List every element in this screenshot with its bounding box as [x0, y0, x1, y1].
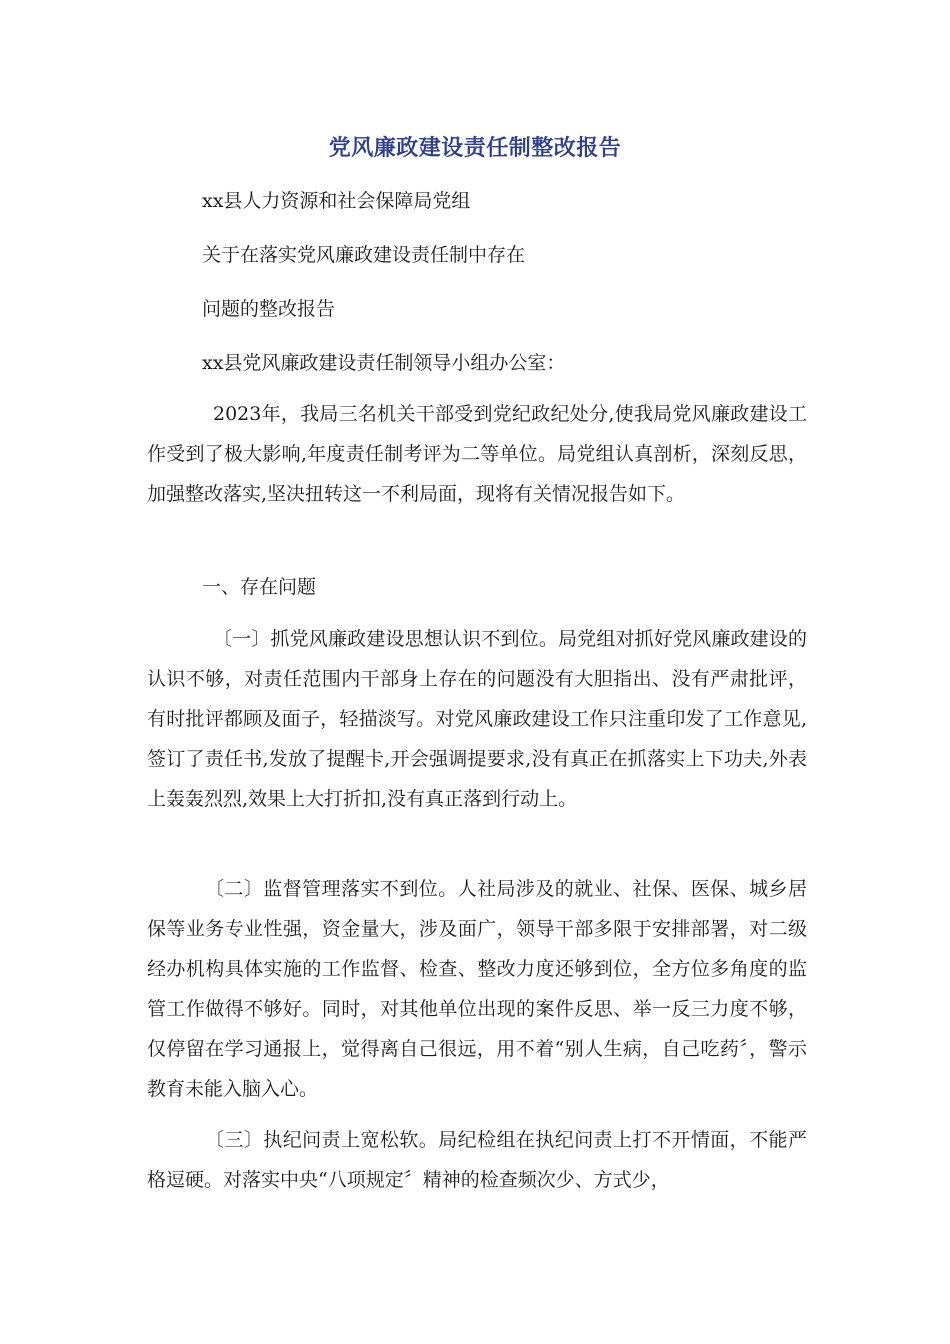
section-heading: 一、存在问题 [202, 576, 317, 598]
item-paragraph-1: 〔一〕抓党风廉政建设思想认识不到位。局党组对抓好党风廉政建设的认识不够，对责任范围内干部身上存在的问题没有大胆指出、没有严肃批评，有时批评都顾及面子，轻描淡写。对党风廉政建设工作只注重印发了工作意见,签订了责任书,发放了提醒卡,开会强调提要求,没有真正在抓落实上下功夫,外表上轰轰烈烈,效果上大打折扣,没有真正落到行动上。 [147, 628, 807, 810]
issuer-line: xx县人力资源和社会保障局党组 [202, 190, 471, 212]
item-paragraph-3: 〔三〕执纪问责上宽松软。局纪检组在执纪问责上打不开情面，不能严格逗硬。对落实中央“八项规定〞精神的检查频次少、方式少， [147, 1129, 807, 1191]
document-title: 党风廉政建设责任制整改报告 [328, 136, 622, 161]
item-paragraph-2: 〔二〕监督管理落实不到位。人社局涉及的就业、社保、医保、城乡居保等业务专业性强，资金量大，涉及面广，领导干部多限于安排部署，对二级经办机构具体实施的工作监督、检查、整改力度还够到位，全方位多角度的监管工作做得不够好。同时，对其他单位出现的案件反思、举一反三力度不够，仅停留在学习通报上，觉得离自己很远，用不着“别人生病，自己吃药〞，警示教育未能入脑入心。 [147, 878, 807, 1100]
intro-paragraph: 2023年，我局三名机关干部受到党纪政纪处分,使我局党风廉政建设工作受到了极大影响,年度责任制考评为二等单位。局党组认真剖析，深刻反思，加强整改落实,坚决扭转这一不利局面，现将有关情况报告如下。 [147, 403, 807, 505]
subject-line-2: 问题的整改报告 [202, 298, 336, 320]
subject-line-1: 关于在落实党风廉政建设责任制中存在 [202, 244, 526, 266]
recipient-line: xx县党风廉政建设责任制领导小组办公室： [202, 352, 566, 374]
